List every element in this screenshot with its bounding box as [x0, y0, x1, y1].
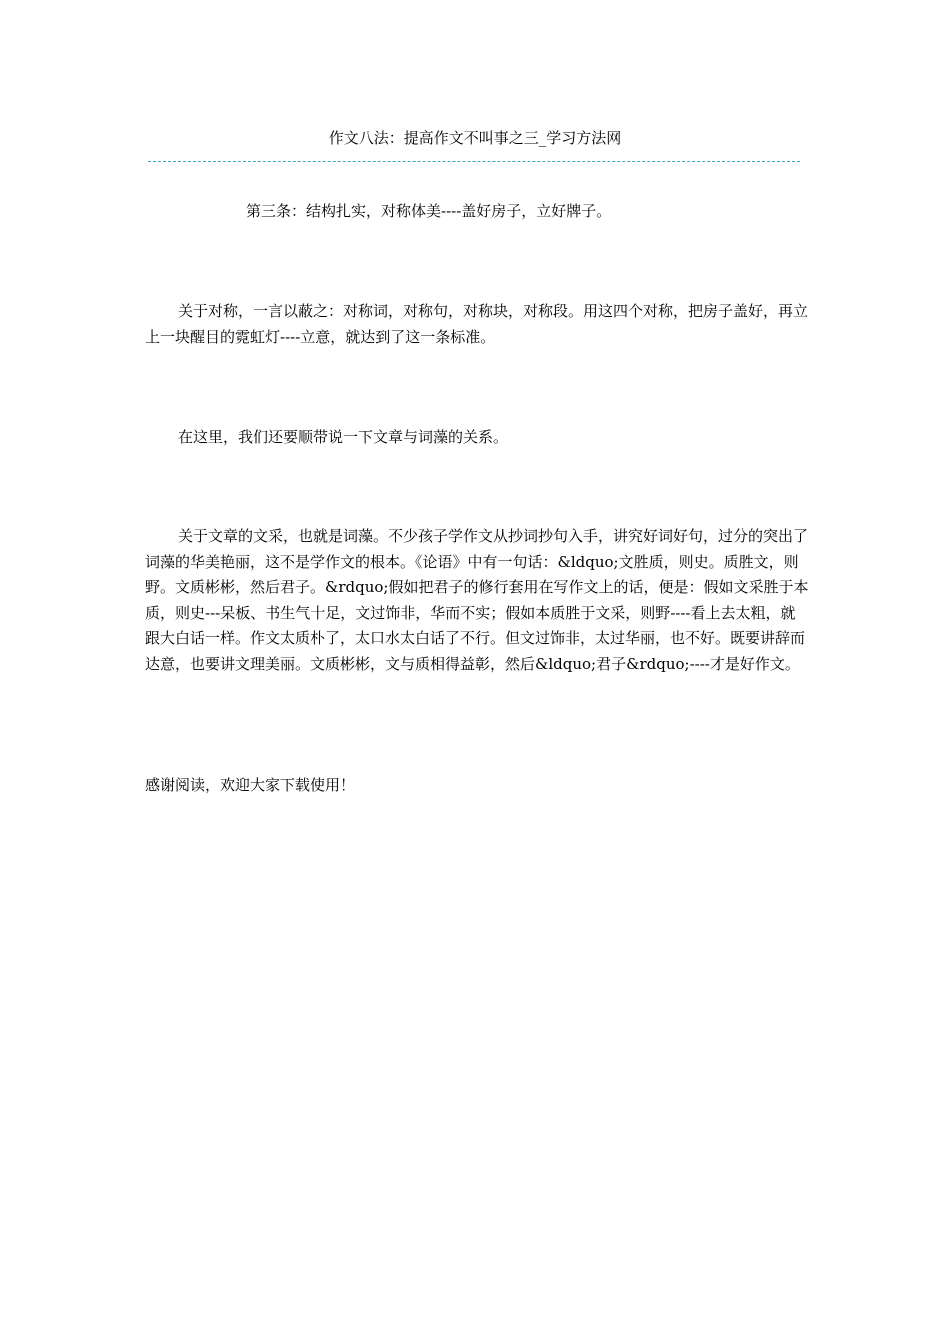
paragraph-symmetry: 关于对称，一言以蔽之：对称词，对称句，对称块，对称段。用这四个对称，把房子盖好，再立上一块醒目的霓虹灯----立意，就达到了这一条标准。	[145, 302, 809, 346]
section-heading: 第三条：结构扎实，对称体美----盖好房子，立好牌子。	[246, 202, 612, 220]
closing-note: 感谢阅读，欢迎大家下载使用！	[145, 776, 356, 794]
title-divider	[148, 161, 800, 162]
paragraph-transition: 在这里，我们还要顺带说一下文章与词藻的关系。	[178, 428, 509, 446]
paragraph-literary-style: 关于文章的文采，也就是词藻。不少孩子学作文从抄词抄句入手，讲究好词好句，过分的突出了词藻的华美艳丽，这不是学作文的根本。《论语》中有一句话：&ldquo;文胜质，则史。质胜文，则野。文质彬彬，然后君子。&rdquo;假如把君子的修行套用在写作文上的话，便是：假如文采胜于本质，则史---呆板、书生气十足，文过饰非，华而不实；假如本质胜于文采，则野----看上去太粗，就跟大白话一样。作文太质朴了，太口水太白话了不行。但文过饰非，太过华丽，也不好。既要讲辞而达意，也要讲文理美丽。文质彬彬，文与质相得益彰，然后&ldquo;君子&rdquo;----才是好作文。	[145, 527, 809, 673]
document-title: 作文八法：提高作文不叫事之三_学习方法网	[328, 129, 622, 147]
